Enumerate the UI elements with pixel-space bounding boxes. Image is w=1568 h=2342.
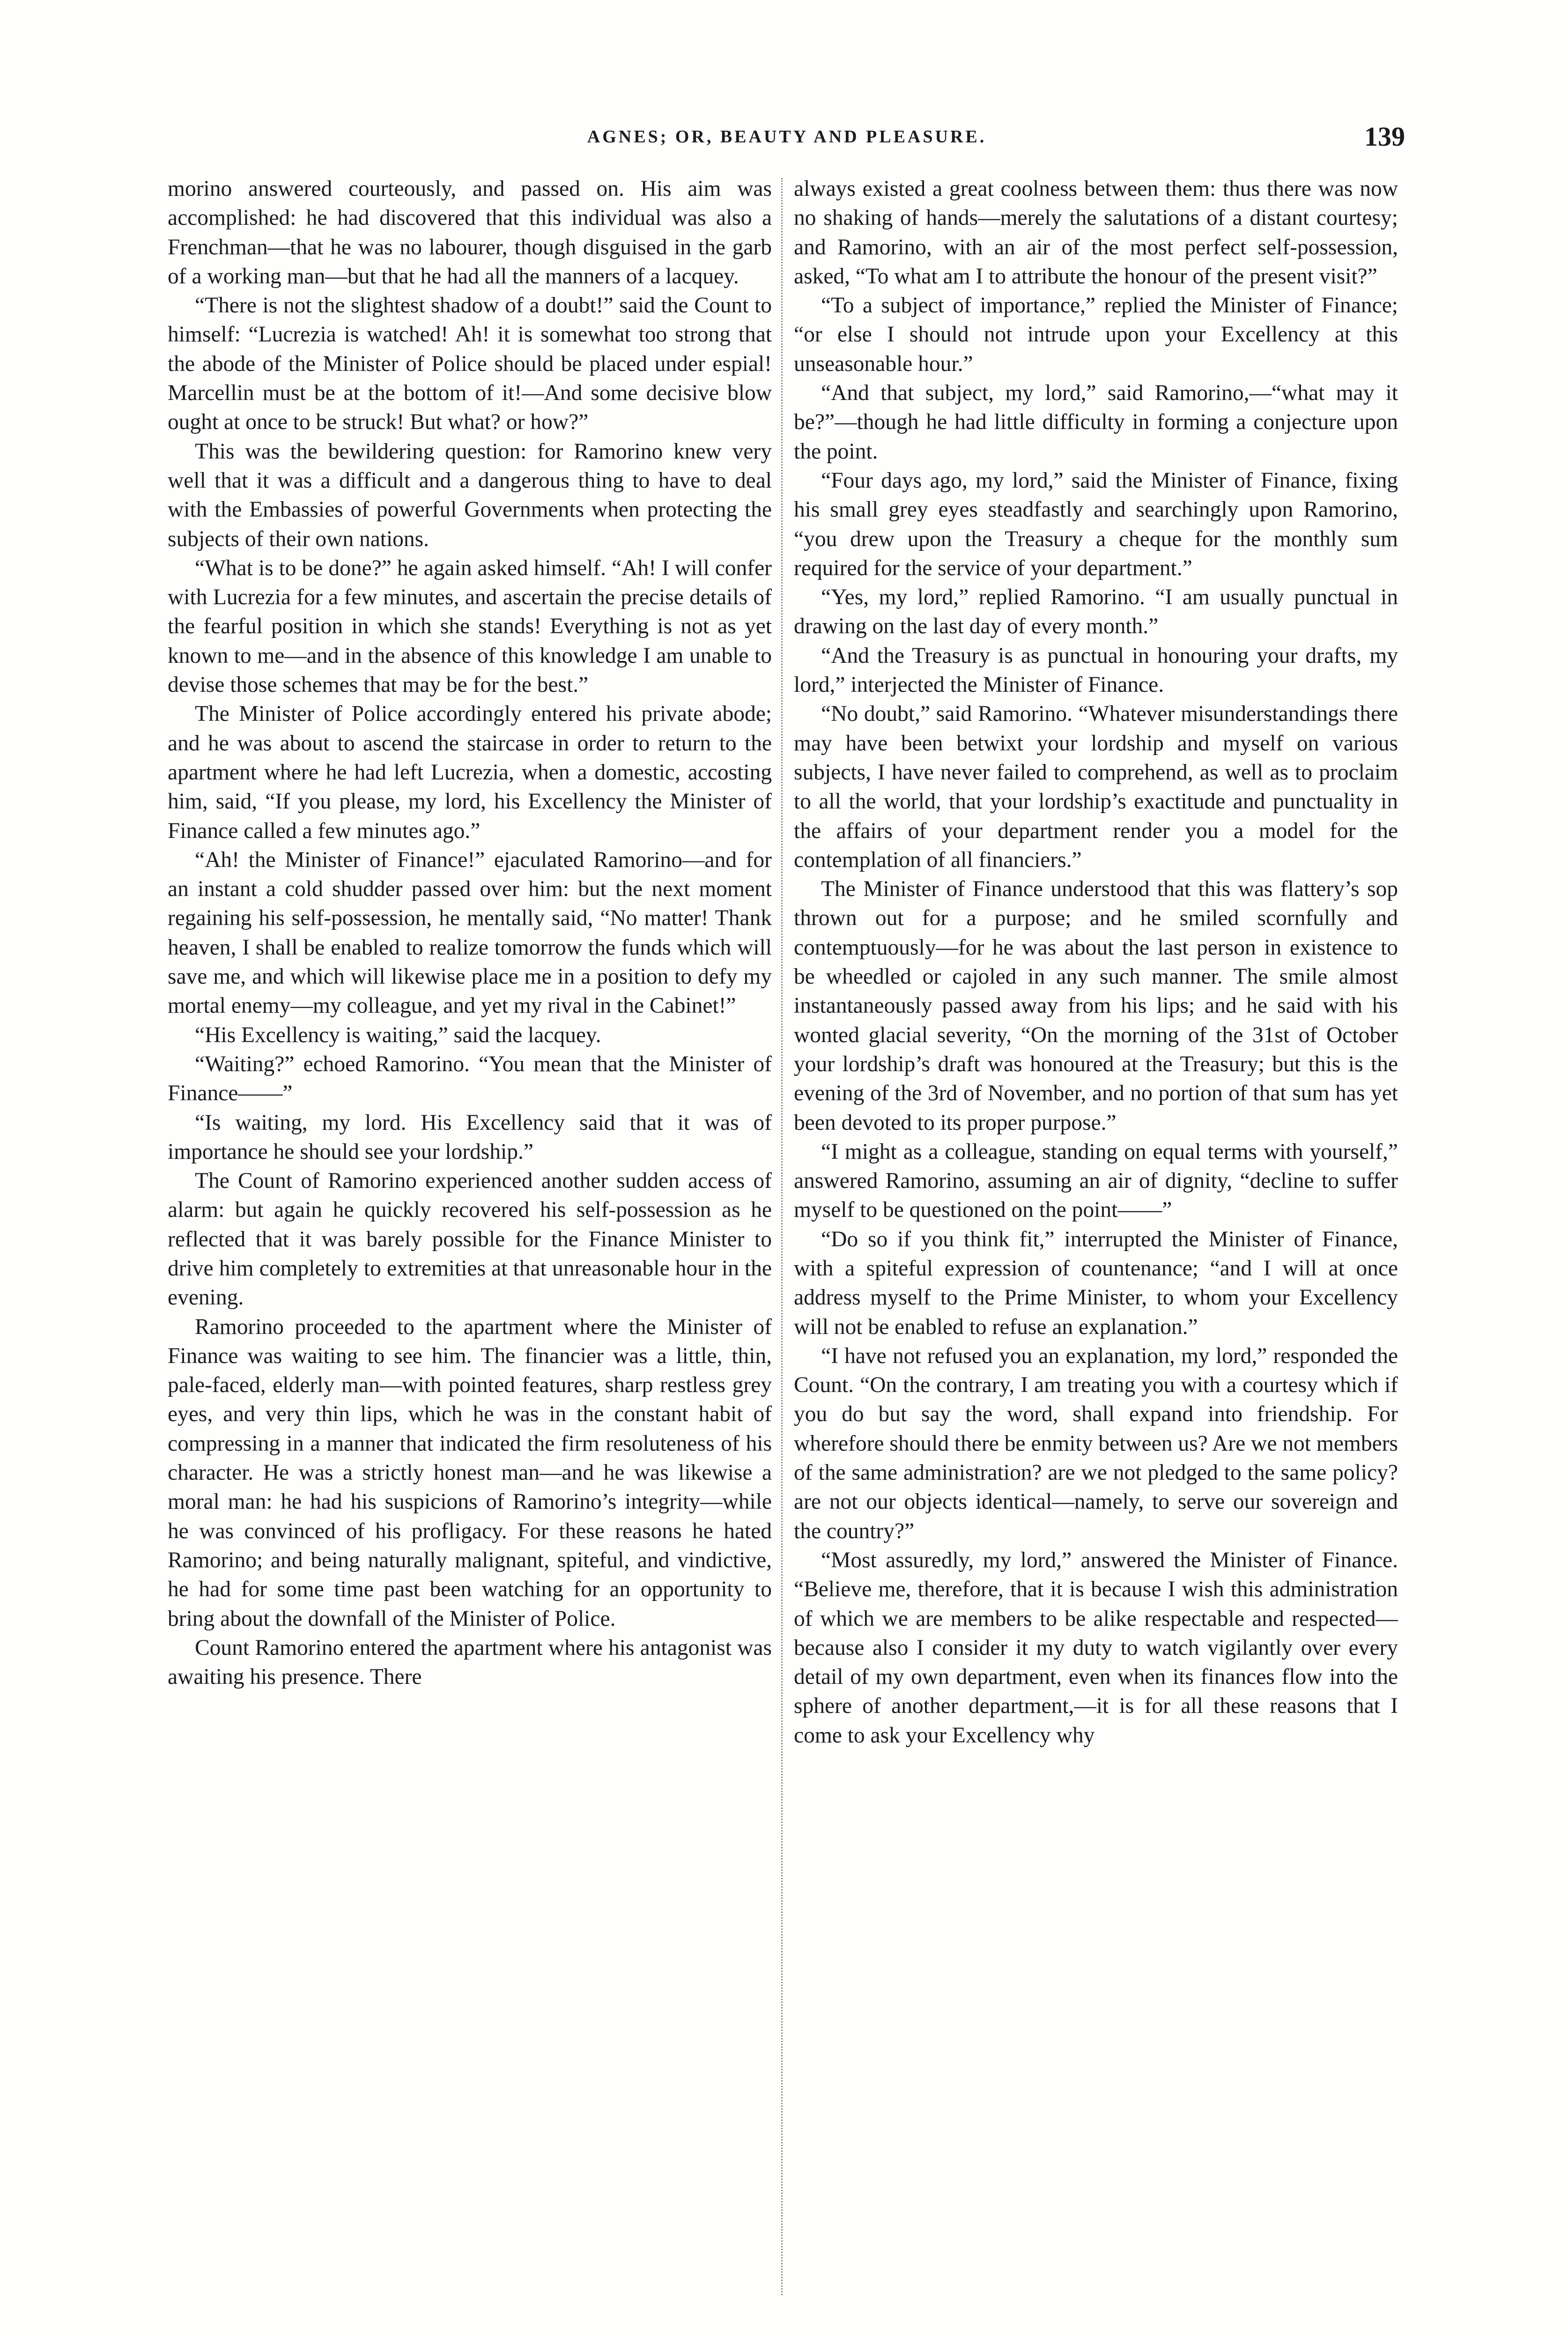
paragraph: Ramorino proceeded to the apartment where the Minister of Finance was waiting to see him. The financier was a little, thin, pale-faced, elderly man—with pointed features, sharp restless grey eyes, and very thin lips, which he was in the constant habit of compressing in a manner that indicated the firm resoluteness of his character. He was a strictly honest man—and he was likewise a moral man: he had his suspicions of Ramorino’s integrity—while he was convinced of his profligacy. For these reasons he hated Ramorino; and being naturally malignant, spiteful, and vindictive, he had for some time past been watching for an opportunity to bring about the downfall of the Minister of Police. [168,1314,772,1631]
paragraph: “Yes, my lord,” replied Ramorino. “I am usually punctual in drawing on the last day of every month.” [794,585,1398,639]
paragraph: “There is not the slightest shadow of a doubt!” said the Count to himself: “Lucrezia is watched! Ah! it is somewhat too strong that the abode of the Minister of Police should be placed under espial! Marcellin must be at the bottom of it!—And some decisive blow ought at once to be struck! But what? or how?” [168,293,772,435]
right-column [794,174,1398,2320]
paragraph: “Ah! the Minister of Finance!” ejaculated Ramorino—and for an instant a cold shudder passed over him: but the next moment regaining his self-possession, he mentally said, “No matter! Thank heaven, I shall be enabled to realize tomorrow the funds which will save me, and which will likewise place me in a position to defy my mortal enemy—my colleague, and yet my rival in the Cabinet!” [168,847,772,1018]
paragraph: always existed a great coolness between them: thus there was now no shaking of hands—merely the salutations of a distant courtesy; and Ramorino, with an air of the most perfect self-possession, asked, “To what am I to attribute the honour of the present visit?” [794,177,1398,289]
paragraph: “His Excellency is waiting,” said the lacquey. [195,1023,601,1047]
column-divider [781,178,783,2295]
paragraph: This was the bewildering question: for Ramorino knew very well that it was a difficult and a dangerous thing to have to deal with the Embassies of powerful Governments when protecting the subjects of their own nations. [168,439,772,551]
page-number: 139 [1364,121,1405,152]
paragraph: “Do so if you think fit,” interrupted the Minister of Finance, with a spiteful expression of countenance; “and I will at once address myself to the Prime Minister, to whom your Excellency will not be enabled to refuse an explanation.” [794,1227,1398,1339]
running-title: AGNES; OR, BEAUTY AND PLEASURE. [587,127,987,147]
paragraph: “I have not refused you an explanation, my lord,” responded the Count. “On the contrary, I am treating you with a courtesy which if you do but say the word, shall expand into friendship. For wherefore should there be enmity between us? Are we not members of the same administration? are we not pledged to the same policy? are not our objects identical—namely, to serve our sovereign and the country?” [794,1343,1398,1543]
paragraph: “And that subject, my lord,” said Ramorino,—“what may it be?”—though he had little difficulty in forming a conjecture upon the point. [794,381,1398,464]
paragraph: morino answered courteously, and passed on. His aim was accomplished: he had discovered that this individual was also a Frenchman—that he was no labourer, though disguised in the garb of a working man—but that he had all the manners of a lacquey. [168,177,772,289]
paragraph: “Waiting?” echoed Ramorino. “You mean that the Minister of Finance——” [168,1052,772,1106]
paragraph: “Most assuredly, my lord,” answered the Minister of Finance. “Believe me, therefore, that it is because I wish this administration of which we are members to be alike respectable and respected—because also I consider it my duty to watch vigilantly over every detail of my own department, even when its finances flow into the sphere of another department,—it is for all these reasons that I come to ask your Excellency why [794,1548,1398,1748]
paragraph: “To a subject of importance,” replied the Minister of Finance; “or else I should not intrude upon your Excellency at this unseasonable hour.” [794,293,1398,376]
paragraph: “Four days ago, my lord,” said the Minister of Finance, fixing his small grey eyes steadfastly and searchingly upon Ramorino, “you drew upon the Treasury a cheque for the monthly sum required for the service of your department.” [794,468,1398,580]
page-header [169,121,1405,164]
paragraph: “No doubt,” said Ramorino. “Whatever misunderstandings there may have been betwixt your lordship and myself on various subjects, I have never failed to comprehend, as well as to proclaim to all the world, that your lordship’s exactitude and punctuality in the affairs of your department render you a model for the contemplation of all financiers.” [794,702,1398,872]
paragraph: “Is waiting, my lord. His Excellency said that it was of importance he should see your lordship.” [168,1110,772,1164]
paragraph: The Minister of Police accordingly entered his private abode; and he was about to ascend the staircase in order to return to the apartment where he had left Lucrezia, when a domestic, accosting him, said, “If you please, my lord, his Excellency the Minister of Finance called a few minutes ago.” [168,702,772,843]
left-column [168,174,772,2320]
paragraph: “And the Treasury is as punctual in honouring your drafts, my lord,” interjected the Minister of Finance. [794,643,1398,697]
paragraph: “What is to be done?” he again asked himself. “Ah! I will confer with Lucrezia for a few minutes, and ascertain the precise details of the fearful position in which she stands! Everything is not as yet known to me—and in the absence of this knowledge I am unable to devise those schemes that may be for the best.” [168,556,772,697]
paragraph: The Minister of Finance understood that this was flattery’s sop thrown out for a purpose; and he smiled scornfully and contemptuously—for he was about the last person in existence to be wheedled or cajoled in any such manner. The smile almost instantaneously passed away from his lips; and he said with his wonted glacial severity, “On the morning of the 31st of October your lordship’s draft was honoured at the Treasury; but this is the evening of the 3rd of November, and no portion of that sum has yet been devoted to its proper purpose.” [794,877,1398,1135]
paragraph: “I might as a colleague, standing on equal terms with yourself,” answered Ramorino, assuming an air of dignity, “decline to suffer myself to be questioned on the point——” [794,1139,1398,1223]
paragraph: The Count of Ramorino experienced another sudden access of alarm: but again he quickly recovered his self-possession as he reflected that it was barely possible for the Finance Minister to drive him completely to extremities at that unreasonable hour in the evening. [168,1169,772,1310]
paragraph: Count Ramorino entered the apartment where his antagonist was awaiting his presence. There [168,1635,772,1690]
